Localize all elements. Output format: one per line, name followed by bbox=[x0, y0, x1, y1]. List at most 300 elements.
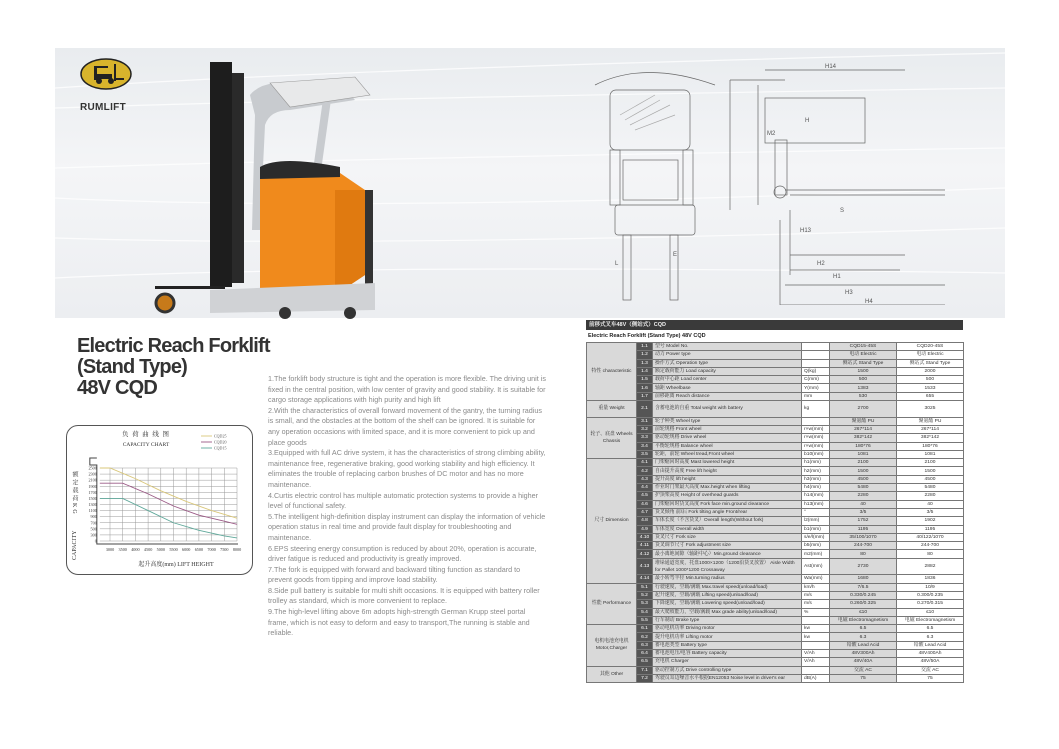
spec-row bbox=[587, 384, 964, 392]
chart-ylabel: CAPACITY bbox=[72, 530, 78, 560]
spec-row bbox=[587, 641, 964, 649]
spec-number: 5.4 bbox=[637, 608, 653, 616]
spec-row bbox=[587, 442, 964, 450]
spec-value-cqd15: CQD15-45S bbox=[830, 343, 897, 351]
spec-value-cqd15: ≤10 bbox=[830, 608, 897, 616]
spec-value-cqd20: 电磁 Electromagnetism bbox=[897, 616, 964, 624]
spec-value-cqd20: 6.5 bbox=[897, 625, 964, 633]
spec-row bbox=[587, 674, 964, 682]
product-title bbox=[77, 336, 270, 399]
spec-item: 货叉尺寸 Fork size bbox=[653, 533, 802, 541]
spec-value-cqd15: 80 bbox=[830, 550, 897, 558]
spec-row bbox=[587, 591, 964, 599]
spec-row bbox=[587, 533, 964, 541]
spec-value-cqd20: 267*114 bbox=[897, 425, 964, 433]
spec-value-cqd20: 2000 bbox=[897, 367, 964, 375]
spec-value-cqd15: 48V/40A bbox=[830, 658, 897, 666]
feature-item: 4.Curtis electric control has multiple automatic protection systems to provide a higher level of functional safety. bbox=[268, 490, 539, 511]
spec-value-cqd15: 2730 bbox=[830, 558, 897, 575]
spec-unit: h3(mm) bbox=[802, 475, 830, 483]
spec-item: 起升速度，空载/满载 Lifting speed(unload/load) bbox=[653, 591, 802, 599]
spec-unit: Wa(mm) bbox=[802, 575, 830, 583]
spec-item: 前移距离 Reach distance bbox=[653, 392, 802, 400]
spec-value-cqd15: 2700 bbox=[830, 401, 897, 418]
spec-item: 操作方式 Operation type bbox=[653, 359, 802, 367]
spec-item: 含蓄电池的自重 Total weight with battery bbox=[653, 401, 802, 418]
spec-row bbox=[587, 658, 964, 666]
spec-value-cqd15: 530 bbox=[830, 392, 897, 400]
spec-group-label: 电机电池充电机 Motor,Charger bbox=[587, 625, 637, 666]
spec-number: 4.8 bbox=[637, 517, 653, 525]
spec-item: 最大爬坡能力，空载/满载 Max grade ability(unload/load) bbox=[653, 608, 802, 616]
spec-unit: b1(mm) bbox=[802, 525, 830, 533]
spec-value-cqd20: 80 bbox=[897, 550, 964, 558]
x-tick-label: 3500 bbox=[118, 547, 127, 552]
spec-value-cqd20: 2100 bbox=[897, 459, 964, 467]
spec-table-header: 前移式叉车48V（侧站式）CQD bbox=[586, 320, 963, 330]
spec-row bbox=[587, 450, 964, 458]
x-tick-label: 3000 bbox=[105, 547, 115, 552]
spec-row bbox=[587, 367, 964, 375]
spec-value-cqd20: 0.270/0.315 bbox=[897, 600, 964, 608]
spec-row bbox=[587, 666, 964, 674]
feature-item: 5.The intelligent high-definition display instrument can display the information of vehicle operation status in real time and provide fault display for troubleshooting and maintenance. bbox=[268, 511, 546, 542]
y-tick-label: 1100 bbox=[88, 508, 97, 514]
spec-unit: km/h bbox=[802, 583, 830, 591]
spec-value-cqd15: 48V300Ah bbox=[830, 649, 897, 657]
dim-label-s: S bbox=[840, 208, 845, 214]
spec-item: 轮子种类 Wheel type bbox=[653, 417, 802, 425]
spec-value-cqd20: 侧站式 Stand Type bbox=[897, 359, 964, 367]
spec-unit bbox=[802, 343, 830, 351]
spec-row bbox=[587, 484, 964, 492]
y-tick-label: 2100 bbox=[88, 477, 97, 483]
spec-value-cqd20: 40/122/1070 bbox=[897, 533, 964, 541]
spec-row bbox=[587, 351, 964, 359]
spec-value-cqd20: 电动 Electric bbox=[897, 351, 964, 359]
spec-number: 2.1 bbox=[637, 401, 653, 418]
y-tick-label: 1700 bbox=[88, 489, 97, 495]
spec-value-cqd15: 电动 Electric bbox=[830, 351, 897, 359]
spec-item: 型号 Model No. bbox=[653, 343, 802, 351]
spec-value-cqd15: 35/100/1070 bbox=[830, 533, 897, 541]
spec-value-cqd20: 6.3 bbox=[897, 633, 964, 641]
x-tick-label: 4500 bbox=[143, 547, 153, 552]
spec-value-cqd20: 40 bbox=[897, 500, 964, 508]
rumlift-logo bbox=[80, 58, 135, 96]
brand-name: RUMLIFT bbox=[80, 102, 126, 113]
spec-unit: r×w(mm) bbox=[802, 425, 830, 433]
spec-item: 护顶架高度 Height of overhead guards bbox=[653, 492, 802, 500]
spec-value-cqd20: 48V400Ah bbox=[897, 649, 964, 657]
spec-value-cqd15: 侧站式 Stand Type bbox=[830, 359, 897, 367]
spec-number: 4.7 bbox=[637, 508, 653, 516]
chart-subtitle: CAPACITY CHART bbox=[122, 442, 170, 448]
spec-unit: Q(kg) bbox=[802, 367, 830, 375]
spec-number: 4.5 bbox=[637, 492, 653, 500]
spec-unit bbox=[802, 641, 830, 649]
forklift-photo bbox=[140, 55, 375, 320]
spec-row bbox=[587, 392, 964, 400]
title-line-1: Electric Reach Forklift bbox=[77, 335, 270, 357]
feature-item: 7.The fork is equipped with forward and backward tilting function as standard to prevent goods from tipping and improve load stability. bbox=[268, 564, 521, 585]
spec-item: 车体长度（不含货叉）Overall length(Without fork) bbox=[653, 517, 802, 525]
spec-item: 动力 Power type bbox=[653, 351, 802, 359]
feature-list bbox=[268, 374, 546, 639]
spec-value-cqd20: 3/5 bbox=[897, 508, 964, 516]
spec-value-cqd20: 1533 bbox=[897, 384, 964, 392]
spec-number: 3.4 bbox=[637, 442, 653, 450]
dim-label-h3: H3 bbox=[845, 290, 853, 296]
spec-unit bbox=[802, 359, 830, 367]
spec-row bbox=[587, 467, 964, 475]
spec-item: 载荷中心距 Load center bbox=[653, 376, 802, 384]
spec-value-cqd15: 500 bbox=[830, 376, 897, 384]
spec-number: 4.13 bbox=[637, 558, 653, 575]
spec-value-cqd20: 1081 bbox=[897, 450, 964, 458]
spec-unit bbox=[802, 666, 830, 674]
spec-row bbox=[587, 525, 964, 533]
x-tick-label: 6000 bbox=[182, 547, 191, 552]
y-tick-label: 300 bbox=[90, 532, 97, 538]
spec-number: 6.5 bbox=[637, 658, 653, 666]
spec-row bbox=[587, 575, 964, 583]
title-line-3: 48V CQD bbox=[77, 377, 157, 399]
spec-value-cqd15: 电磁 Electromagnetism bbox=[830, 616, 897, 624]
spec-value-cqd20: 1195 bbox=[897, 525, 964, 533]
spec-value-cqd20: 1902 bbox=[897, 517, 964, 525]
spec-item: 轮距，前轮 Wheel tread,Front wheel bbox=[653, 450, 802, 458]
spec-row bbox=[587, 633, 964, 641]
spec-number: 3.2 bbox=[637, 425, 653, 433]
x-tick-label: 8000 bbox=[232, 547, 242, 552]
spec-unit: m/s bbox=[802, 600, 830, 608]
series-line-cqd20 bbox=[100, 483, 237, 524]
spec-item: 额定载荷能力 Load capacity bbox=[653, 367, 802, 375]
dim-label-h4: H4 bbox=[865, 299, 873, 305]
spec-row bbox=[587, 434, 964, 442]
spec-group-label: 重量 Weight bbox=[587, 401, 637, 418]
spec-item: 蓄电池类型 Battery type bbox=[653, 641, 802, 649]
spec-unit: r×w(mm) bbox=[802, 442, 830, 450]
spec-group-label: 轮子、底盘 Wheels Chassis bbox=[587, 417, 637, 458]
spec-value-cqd20: 10/9 bbox=[897, 583, 964, 591]
spec-row bbox=[587, 608, 964, 616]
spec-row bbox=[587, 517, 964, 525]
title-line-2: (Stand Type) bbox=[77, 356, 188, 378]
spec-value-cqd15: 40 bbox=[830, 500, 897, 508]
spec-number: 7.1 bbox=[637, 666, 653, 674]
spec-unit: ° bbox=[802, 508, 830, 516]
spec-number: 3.3 bbox=[637, 434, 653, 442]
spec-item: 提升高度 lift height bbox=[653, 475, 802, 483]
spec-number: 6.4 bbox=[637, 649, 653, 657]
spec-unit: kw bbox=[802, 625, 830, 633]
spec-unit bbox=[802, 417, 830, 425]
y-tick-label: 1900 bbox=[88, 483, 97, 489]
spec-value-cqd15: 5480 bbox=[830, 484, 897, 492]
spec-value-cqd15: 1195 bbox=[830, 525, 897, 533]
spec-number: 5.5 bbox=[637, 616, 653, 624]
spec-row bbox=[587, 376, 964, 384]
spec-item: 轴距 Wheelbase bbox=[653, 384, 802, 392]
spec-number: 1.7 bbox=[637, 392, 653, 400]
spec-value-cqd20: 0.300/0.235 bbox=[897, 591, 964, 599]
spec-row bbox=[587, 500, 964, 508]
spec-number: 1.5 bbox=[637, 376, 653, 384]
spec-value-cqd15: 7/6.5 bbox=[830, 583, 897, 591]
spec-value-cqd15: 1500 bbox=[830, 467, 897, 475]
spec-group-label: 特性 characteristic bbox=[587, 343, 637, 401]
spec-item: 驾驶员耳边噪音水平根据EN12053 Noise level in driver's ear bbox=[653, 674, 802, 682]
y-tick-label: 0 bbox=[94, 538, 97, 544]
spec-value-cqd15: 382*142 bbox=[830, 434, 897, 442]
spec-value-cqd20: 交流 AC bbox=[897, 666, 964, 674]
spec-number: 4.1 bbox=[637, 459, 653, 467]
chart-ylabel-cn: 额定载荷KG bbox=[71, 471, 77, 516]
dim-label-h1: H1 bbox=[833, 274, 841, 280]
y-tick-label: 500 bbox=[90, 526, 97, 532]
spec-value-cqd15: 3/5 bbox=[830, 508, 897, 516]
x-tick-label: 7500 bbox=[220, 547, 229, 552]
spec-number: 1.4 bbox=[637, 367, 653, 375]
spec-value-cqd20: 48V/50A bbox=[897, 658, 964, 666]
spec-number: 4.4 bbox=[637, 484, 653, 492]
feature-item: 3.Equipped with full AC drive system, it has the characteristics of strong climbing ability, maintenance free, regenerative braking, good working stability and high efficiency. It eliminates the trouble of replacing carbon brushes of DC motor and has no more maintenance. bbox=[268, 448, 546, 489]
spec-row bbox=[587, 401, 964, 418]
spec-row bbox=[587, 649, 964, 657]
spec-value-cqd15: 1081 bbox=[830, 450, 897, 458]
spec-value-cqd15: 铅酸 Lead Acid bbox=[830, 641, 897, 649]
spec-group-label: 性能 Performance bbox=[587, 583, 637, 624]
spec-group-label: 其他 Other bbox=[587, 666, 637, 683]
capacity-chart-svg bbox=[66, 425, 253, 575]
dim-label-h2: H2 bbox=[817, 261, 825, 267]
feature-item: 2.With the characteristics of overall forward movement of the gantry, the turning radius is small, and the obstacles at the bottom of the shelf can be ignored. It is suitable for any operation occasions with limited space, and it is more convenient to pick up and place goods bbox=[268, 405, 542, 447]
y-tick-label: 2500 bbox=[88, 465, 97, 471]
spec-group-label: 尺寸 Dimension bbox=[587, 459, 637, 583]
y-tick-label: 900 bbox=[90, 514, 97, 520]
spec-number: 1.2 bbox=[637, 351, 653, 359]
spec-value-cqd20: 聚氨酯 PU bbox=[897, 417, 964, 425]
spec-item: 充电机 Charger bbox=[653, 658, 802, 666]
spec-value-cqd20: 382*142 bbox=[897, 434, 964, 442]
dim-label-m2: M2 bbox=[767, 131, 776, 137]
spec-value-cqd15: 6.5 bbox=[830, 625, 897, 633]
spec-row bbox=[587, 359, 964, 367]
feature-item: 6.EPS steering energy consumption is reduced by about 20%, operation is accurate, driver fatigue is reduced and productivity is greatly improved. bbox=[268, 543, 537, 564]
spec-unit: dB(A) bbox=[802, 674, 830, 682]
spec-row bbox=[587, 616, 964, 624]
spec-row bbox=[587, 475, 964, 483]
spec-value-cqd15: 交流 AC bbox=[830, 666, 897, 674]
spec-unit: mm bbox=[802, 392, 830, 400]
spec-item: 门架缩回时货叉高度 Fork face min.ground clearance bbox=[653, 500, 802, 508]
dimension-drawing bbox=[575, 60, 945, 305]
spec-row bbox=[587, 625, 964, 633]
capacity-chart bbox=[66, 425, 253, 575]
spec-value-cqd20: 4500 bbox=[897, 475, 964, 483]
spec-item: 作业时门架最大高度 Max.height when lifting bbox=[653, 484, 802, 492]
x-tick-label: 7000 bbox=[207, 547, 216, 552]
spec-unit: h4(mm) bbox=[802, 484, 830, 492]
x-tick-label: 5000 bbox=[156, 547, 165, 552]
spec-item: 车体宽度 Overall width bbox=[653, 525, 802, 533]
spec-value-cqd15: 聚氨酯 PU bbox=[830, 417, 897, 425]
spec-number: 4.14 bbox=[637, 575, 653, 583]
spec-item: 门架缩回时高度 Mast lowered height bbox=[653, 459, 802, 467]
spec-row bbox=[587, 417, 964, 425]
spec-value-cqd15: 1500 bbox=[830, 367, 897, 375]
legend-label: CQD15 bbox=[214, 445, 227, 451]
spec-number: 3.5 bbox=[637, 450, 653, 458]
spec-unit bbox=[802, 351, 830, 359]
spec-number: 1.3 bbox=[637, 359, 653, 367]
spec-number: 6.2 bbox=[637, 633, 653, 641]
spec-unit: h13(mm) bbox=[802, 500, 830, 508]
spec-value-cqd20: 3025 bbox=[897, 401, 964, 418]
spec-number: 1.1 bbox=[637, 343, 653, 351]
spec-unit: h14(mm) bbox=[802, 492, 830, 500]
spec-number: 4.2 bbox=[637, 467, 653, 475]
spec-value-cqd15: 1680 bbox=[830, 575, 897, 583]
spec-number: 1.6 bbox=[637, 384, 653, 392]
spec-unit: kw bbox=[802, 633, 830, 641]
spec-item: 货叉调节尺寸 Fork adjustment size bbox=[653, 542, 802, 550]
spec-number: 4.9 bbox=[637, 525, 653, 533]
spec-value-cqd20: CQD20-45S bbox=[897, 343, 964, 351]
spec-value-cqd15: 0.330/0.245 bbox=[830, 591, 897, 599]
spec-value-cqd15: 6.3 bbox=[830, 633, 897, 641]
spec-table-subtitle: Electric Reach Forklift (Stand Type) 48V CQD bbox=[588, 333, 706, 339]
spec-row bbox=[587, 558, 964, 575]
spec-number: 5.3 bbox=[637, 600, 653, 608]
spec-number: 6.3 bbox=[637, 641, 653, 649]
spec-number: 5.1 bbox=[637, 583, 653, 591]
x-tick-label: 5500 bbox=[169, 547, 178, 552]
spec-number: 4.11 bbox=[637, 542, 653, 550]
spec-unit: m2(mm) bbox=[802, 550, 830, 558]
spec-number: 3.1 bbox=[637, 417, 653, 425]
spec-item: 平衡轮规格 Balance wheel bbox=[653, 442, 802, 450]
spec-unit: h1(mm) bbox=[802, 459, 830, 467]
spec-value-cqd20: 1836 bbox=[897, 575, 964, 583]
dim-label-h6: H bbox=[805, 118, 810, 124]
x-tick-label: 6500 bbox=[194, 547, 204, 552]
spec-unit bbox=[802, 616, 830, 624]
spec-item: 最小转弯半径 Min.turning radius bbox=[653, 575, 802, 583]
dim-label-h13: H13 bbox=[800, 228, 812, 234]
dim-label-e: E bbox=[673, 252, 678, 258]
spec-row bbox=[587, 542, 964, 550]
spec-row bbox=[587, 508, 964, 516]
spec-item: 堆垛通道宽度，托盘1000×1200（1200沿货叉放置） Aisle Width for Pallet 1000*1200 Crossaway bbox=[653, 558, 802, 575]
spec-item: 驱动电机功率 Driving motor bbox=[653, 625, 802, 633]
spec-value-cqd20: 2882 bbox=[897, 558, 964, 575]
feature-item: 1.The forklift body structure is tight and the operation is more flexible. The driving unit is fixed in the central position, with low center of gravity and good stability. It is suitable for cargo storage applications with high purity and high lift bbox=[268, 374, 546, 405]
feature-item: 8.Side pull battery is suitable for multi shift occasions. It is equipped with battery roller trolley as standard, which is more convenient to replace. bbox=[268, 585, 540, 606]
spec-unit: C(mm) bbox=[802, 376, 830, 384]
y-tick-label: 2300 bbox=[88, 471, 97, 477]
spec-value-cqd20: 2280 bbox=[897, 492, 964, 500]
spec-value-cqd15: 75 bbox=[830, 674, 897, 682]
spec-row bbox=[587, 459, 964, 467]
x-tick-label: 4000 bbox=[131, 547, 140, 552]
spec-item: 自由提升高度 Free lift height bbox=[653, 467, 802, 475]
spec-value-cqd15: 4500 bbox=[830, 475, 897, 483]
spec-item: 驱动轮规格 Drive wheel bbox=[653, 434, 802, 442]
spec-item: 行驶速度，空载/满载 Max.travel speed(unload/load) bbox=[653, 583, 802, 591]
spec-item: 驱动控制方式 Drive controlling type bbox=[653, 666, 802, 674]
spec-number: 6.1 bbox=[637, 625, 653, 633]
y-tick-label: 700 bbox=[90, 520, 97, 526]
spec-unit: V/Ah bbox=[802, 658, 830, 666]
spec-number: 4.3 bbox=[637, 475, 653, 483]
spec-item: 提升电机功率 Lifting motor bbox=[653, 633, 802, 641]
spec-unit: b5(mm) bbox=[802, 542, 830, 550]
spec-item: 前轮规格 Front wheel bbox=[653, 425, 802, 433]
spec-table bbox=[586, 342, 964, 683]
spec-value-cqd15: 1752 bbox=[830, 517, 897, 525]
spec-value-cqd15: 1383 bbox=[830, 384, 897, 392]
spec-unit: % bbox=[802, 608, 830, 616]
spec-item: 下降速度，空载/满载 Lowering speed(unload/load) bbox=[653, 600, 802, 608]
spec-value-cqd20: 75 bbox=[897, 674, 964, 682]
spec-item: 货叉倾角 前/后 Fork tilting angle Front/rear bbox=[653, 508, 802, 516]
y-tick-label: 1300 bbox=[88, 502, 97, 507]
spec-row bbox=[587, 600, 964, 608]
spec-value-cqd15: 180*76 bbox=[830, 442, 897, 450]
dim-label-l: L bbox=[615, 261, 619, 267]
spec-row bbox=[587, 550, 964, 558]
spec-number: 4.12 bbox=[637, 550, 653, 558]
spec-number: 4.6 bbox=[637, 500, 653, 508]
spec-row bbox=[587, 583, 964, 591]
spec-item: 最小离地间隙（轴距中心）Min.ground clearance bbox=[653, 550, 802, 558]
spec-value-cqd20: 1500 bbox=[897, 467, 964, 475]
feature-item: 9.The high-level lifting above 6m adopts high-strength German Krupp steel portal frame, which is not easy to deform and easy to transport,The running is stable and reliable. bbox=[268, 607, 530, 638]
spec-unit: Y(mm) bbox=[802, 384, 830, 392]
spec-row bbox=[587, 343, 964, 351]
spec-unit: h2(mm) bbox=[802, 467, 830, 475]
spec-unit: kg bbox=[802, 401, 830, 418]
spec-value-cqd20: 655 bbox=[897, 392, 964, 400]
spec-unit: s/e/l(mm) bbox=[802, 533, 830, 541]
y-tick-label: 1500 bbox=[88, 495, 97, 501]
spec-number: 5.2 bbox=[637, 591, 653, 599]
spec-value-cqd20: 180*76 bbox=[897, 442, 964, 450]
spec-number: 4.10 bbox=[637, 533, 653, 541]
dim-label-h14: H14 bbox=[825, 64, 837, 70]
spec-unit: r×w(mm) bbox=[802, 434, 830, 442]
spec-unit: Ast(mm) bbox=[802, 558, 830, 575]
spec-unit: V/Ah bbox=[802, 649, 830, 657]
spec-value-cqd15: 0.260/0.325 bbox=[830, 600, 897, 608]
spec-value-cqd15: 267*114 bbox=[830, 425, 897, 433]
spec-item: 蓄电池电压/电容 Battery capacity bbox=[653, 649, 802, 657]
spec-value-cqd20: 500 bbox=[897, 376, 964, 384]
spec-value-cqd15: 244-700 bbox=[830, 542, 897, 550]
spec-value-cqd15: 2100 bbox=[830, 459, 897, 467]
spec-unit: b10(mm) bbox=[802, 450, 830, 458]
spec-value-cqd20: 244-700 bbox=[897, 542, 964, 550]
spec-row bbox=[587, 425, 964, 433]
spec-value-cqd20: ≤10 bbox=[897, 608, 964, 616]
legend-label: CQD25 bbox=[214, 433, 227, 439]
chart-title: 负 荷 曲 线 图 bbox=[122, 431, 170, 438]
legend-label: CQD20 bbox=[214, 439, 227, 445]
spec-row bbox=[587, 492, 964, 500]
